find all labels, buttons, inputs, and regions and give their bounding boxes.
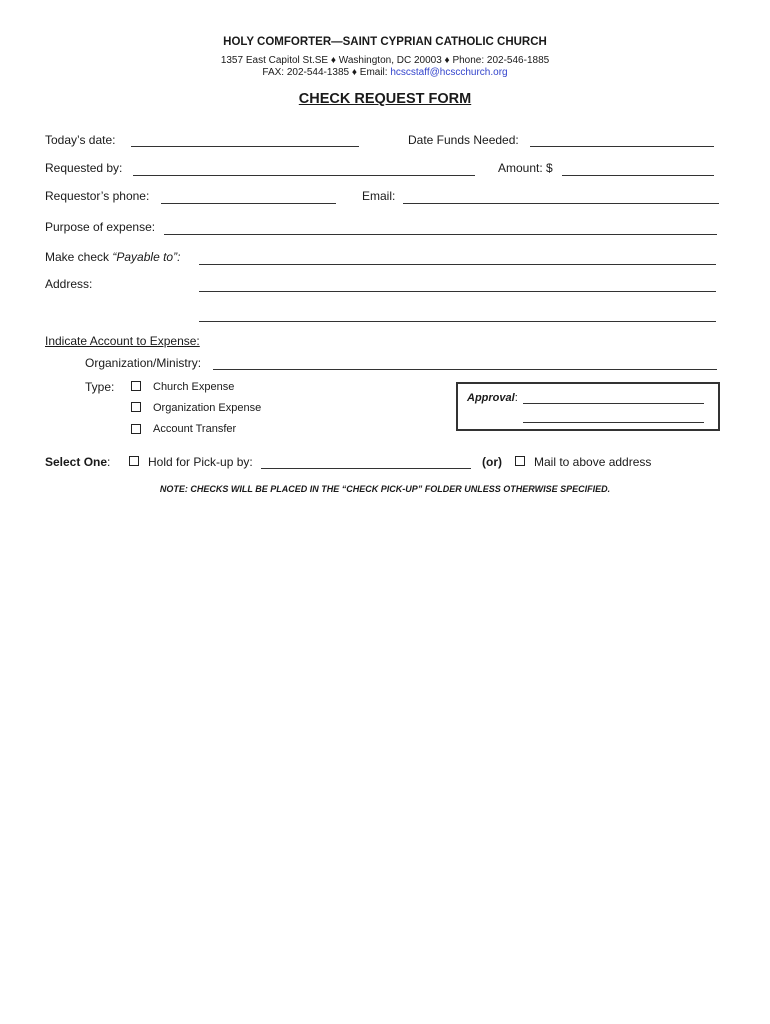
hold-pickup-checkbox[interactable] [129,456,139,466]
approval-label: Approval: [467,392,518,404]
amount-field[interactable] [562,175,714,176]
hold-pickup-label: Hold for Pick-up by: [148,455,253,469]
church-expense-label: Church Expense [153,381,235,393]
fax-text: FAX: 202-544-1385 ♦ Email: [262,67,388,78]
date-funds-needed-label: Date Funds Needed: [408,133,519,147]
church-address: 1357 East Capitol St.SE ♦ Washington, DC 20003 ♦ Phone: 202-546-1885 [220,55,550,66]
address-field-line-2[interactable] [199,321,716,322]
address-field-line-1[interactable] [199,291,716,292]
requested-by-label: Requested by: [45,161,123,175]
requested-by-field[interactable] [133,175,475,176]
date-funds-needed-field[interactable] [530,146,714,147]
todays-date-label: Today’s date: [45,133,116,147]
org-ministry-field[interactable] [213,369,717,370]
account-transfer-checkbox[interactable] [131,424,141,434]
address-label: Address: [45,277,93,291]
organization-expense-label: Organization Expense [153,402,262,414]
payable-to-field[interactable] [199,264,716,265]
approval-box [456,382,720,431]
approval-signature-line-1[interactable] [523,403,704,404]
payable-to-label: Make check “Payable to”: [45,250,181,264]
type-label: Type: [85,380,115,394]
account-transfer-label: Account Transfer [153,423,237,435]
email-link[interactable]: hcscstaff@hcscchurch.org [390,67,508,78]
organization-expense-checkbox[interactable] [131,402,141,412]
account-heading: Indicate Account to Expense: [45,334,200,348]
email-field[interactable] [403,203,719,204]
requestor-phone-label: Requestor’s phone: [45,189,150,203]
church-contact [0,67,770,78]
approval-signature-line-2[interactable] [523,422,704,423]
pickup-note: NOTE: CHECKS WILL BE PLACED IN THE “CHECK PICK-UP” FOLDER UNLESS OTHERWISE SPECIFIED. [159,484,611,494]
purpose-label: Purpose of expense: [45,220,156,234]
org-ministry-label: Organization/Ministry: [85,356,202,370]
form-title: CHECK REQUEST FORM [298,91,472,107]
email-label: Email: [362,189,396,203]
church-expense-checkbox[interactable] [131,381,141,391]
church-name: HOLY COMFORTER—SAINT CYPRIAN CATHOLIC CHURCH [223,36,547,48]
purpose-field[interactable] [164,234,717,235]
select-one-label: Select One: [45,455,111,469]
requestor-phone-field[interactable] [161,203,336,204]
mail-checkbox[interactable] [515,456,525,466]
todays-date-field[interactable] [131,146,359,147]
mail-label: Mail to above address [534,455,652,469]
hold-pickup-field[interactable] [261,468,471,469]
or-label: (or) [482,455,502,469]
amount-label: Amount: $ [498,161,553,175]
